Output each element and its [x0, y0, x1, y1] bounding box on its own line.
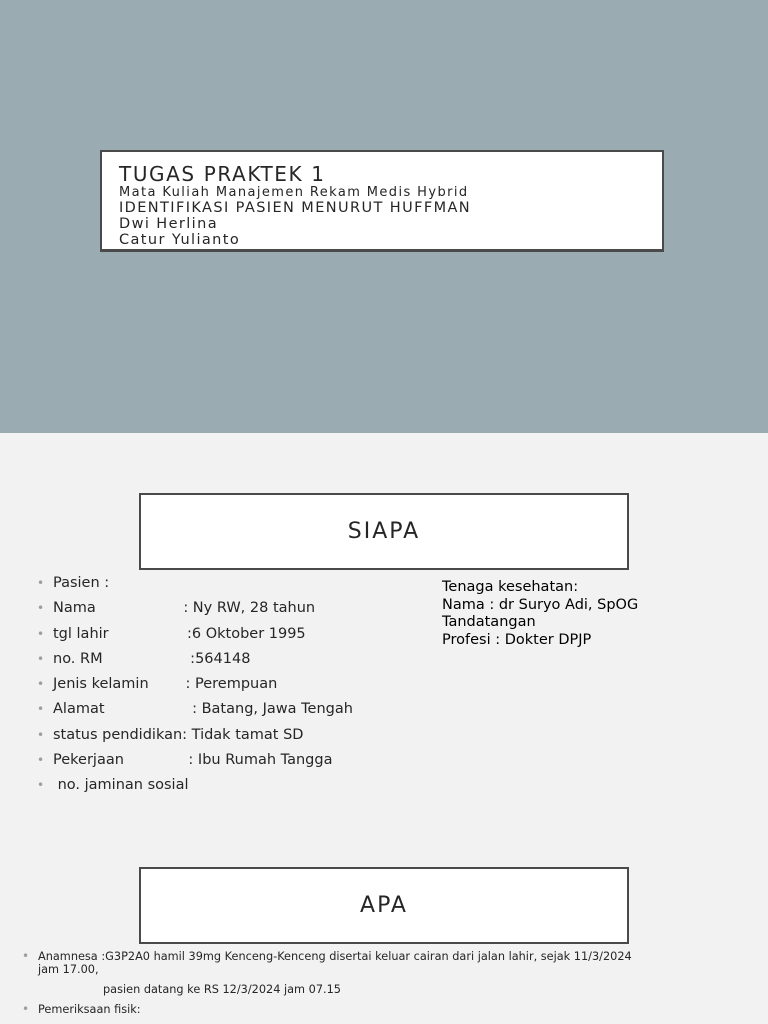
topic-line: IDENTIFIKASI PASIEN MENURUT HUFFMAN	[119, 200, 472, 216]
author-1: Dwi Herlina	[119, 216, 218, 232]
arrival-text: pasien datang ke RS 12/3/2024 jam 07.15	[103, 983, 341, 996]
list-item: • Pekerjaan : Ibu Rumah Tangga	[37, 748, 353, 773]
title-slide	[0, 0, 768, 433]
course-subtitle: Mata Kuliah Manajemen Rekam Medis Hybrid	[119, 185, 469, 200]
bullet-icon: •	[37, 651, 45, 666]
staff-profession: Profesi : Dokter DPJP	[442, 631, 592, 648]
bullet-icon: •	[37, 626, 45, 641]
list-item: • Nama : Ny RW, 28 tahun	[37, 596, 353, 621]
list-item	[22, 950, 642, 976]
list-item: • status pendidikan: Tidak tamat SD	[37, 723, 353, 748]
siapa-header-label: SIAPA	[347, 519, 421, 544]
list-item: • no. RM :564148	[37, 647, 353, 672]
siapa-header	[139, 493, 629, 570]
list-item: • tgl lahir :6 Oktober 1995	[37, 622, 353, 647]
apa-header-label: APA	[360, 893, 408, 918]
list-item: • Pasien :	[37, 571, 353, 596]
bullet-icon: •	[22, 949, 30, 963]
title-box	[100, 150, 664, 252]
list-item	[22, 1003, 642, 1016]
list-item: • Jenis kelamin : Perempuan	[37, 672, 353, 697]
content-slide	[0, 433, 768, 1024]
bullet-icon: •	[37, 727, 45, 742]
apa-list	[22, 950, 642, 1023]
bullet-icon: •	[37, 702, 45, 717]
staff-signature: Tandatangan	[442, 614, 536, 630]
list-item: • Alamat : Batang, Jawa Tengah	[37, 697, 353, 722]
bullet-icon: •	[37, 753, 45, 768]
exam-text: Pemeriksaan fisik:	[38, 1003, 141, 1016]
list-item: • no. jaminan sosial	[37, 773, 353, 798]
apa-header	[139, 867, 629, 944]
bullet-icon: •	[22, 1002, 30, 1016]
bullet-icon: •	[37, 677, 45, 692]
author-2: Catur Yulianto	[119, 232, 241, 248]
anamnesa-text: Anamnesa :G3P2A0 hamil 39mg Kenceng-Kenceng disertai keluar cairan dari jalan lahir, sejak 11/3/2024 jam 17.00,	[38, 950, 632, 976]
patient-list	[37, 571, 353, 799]
bullet-icon: •	[37, 576, 45, 590]
staff-heading: Tenaga kesehatan:	[442, 579, 579, 595]
bullet-icon: •	[37, 601, 45, 616]
slide-title: TUGAS PRAKTEK 1	[119, 162, 326, 186]
staff-info	[442, 579, 638, 649]
bullet-icon: •	[37, 778, 45, 793]
staff-name: Nama : dr Suryo Adi, SpOG	[442, 596, 639, 613]
